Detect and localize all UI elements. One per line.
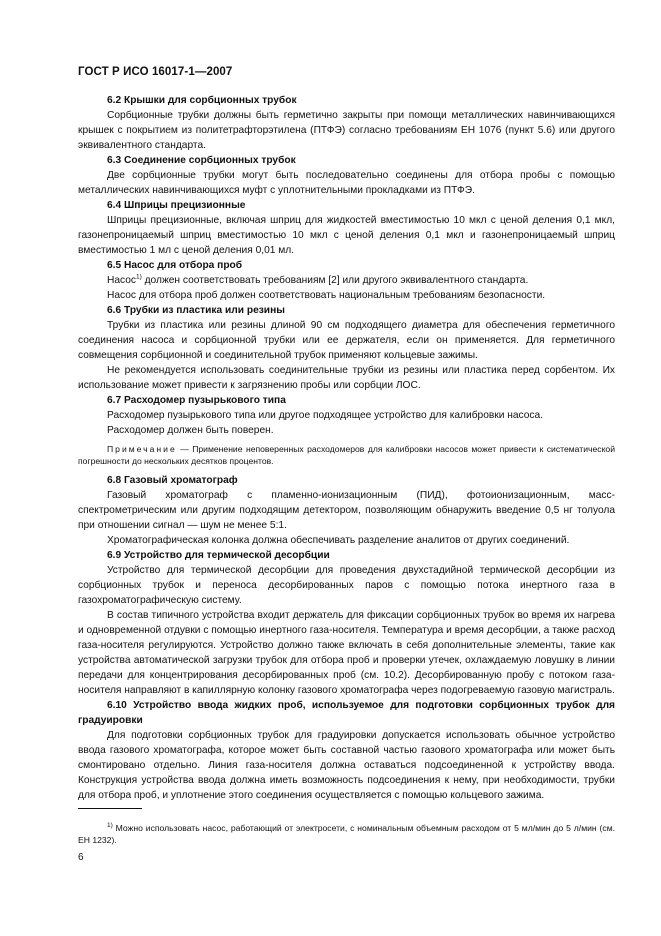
document-header: ГОСТ Р ИСО 16017-1—2007: [78, 66, 233, 78]
section-heading-6-7: 6.7 Расходомер пузырькового типа: [107, 395, 286, 406]
note-label: Примечание: [107, 444, 177, 454]
paragraph: В состав типичного устройства входит держатель для фиксации сорбционных трубок во время их нагрева и одновременной отдувки с помощью инертного газа-носителя. Температура и время десорбции, а также расход газа-носителя регулируются. Устройство должно также включать в себя дополнительные элементы, такие как устройства автоматической загрузки трубок для отбора проб и проверки утечек, охлаждаемую ловушку в линии передачи для концентрирования десорбированных проб (см. 10.2). Десорбированную пробу с потоком газа-носителя направляют в капиллярную колонку газового хроматографа через подогреваемую газовую магистраль.: [78, 610, 615, 696]
paragraph: [78, 273, 615, 288]
note: [78, 443, 615, 467]
paragraph: Насос для отбора проб должен соответствовать национальным требованиям безопасности.: [107, 290, 546, 301]
paragraph: Расходомер пузырькового типа или другое подходящее устройство для калибровки насоса.: [107, 410, 544, 421]
paragraph: Трубки из пластика или резины длиной 90 см подходящего диаметра для обеспечения герметичного соединения насоса и сорбционной трубки или ее держателя, если он применяется. Для герметичного совмещения сорбционной и соединительной трубок применяют кольцевые зажимы.: [78, 320, 615, 361]
pump-word: Насос: [107, 275, 136, 286]
section-heading-6-8: 6.8 Газовый хроматограф: [107, 475, 238, 486]
paragraph: Две сорбционные трубки могут быть последовательно соединены для отбора пробы с помощью металлических навинчивающихся муфт с уплотнительными прокладками из ПТФЭ.: [78, 170, 615, 196]
section-heading-6-6: 6.6 Трубки из пластика или резины: [107, 305, 285, 316]
section-heading-6-10: 6.10 Устройство ввода жидких проб, используемое для подготовки сорбционных трубок для градуировки: [78, 700, 615, 726]
page-number: 6: [78, 852, 84, 863]
footnote-text: Можно использовать насос, работающий от электросети, с номинальным объемным расходом от 5 мл/мин до 5 л/мин (см. ЕН 1232).: [78, 822, 615, 845]
pump-text: должен соответствовать требованиям [2] или другого эквивалентного стандарта.: [141, 275, 529, 286]
page-content: [78, 93, 615, 803]
footnote-divider: [78, 808, 142, 809]
paragraph: Расходомер должен быть поверен.: [107, 425, 274, 436]
section-heading-6-2: 6.2 Крышки для сорбционных трубок: [107, 95, 297, 106]
section-heading-6-5: 6.5 Насос для отбора проб: [107, 260, 243, 271]
note-text: — Применение неповеренных расходомеров для калибровки насосов может привести к систематической погрешности до нескольких десятков процентов.: [78, 444, 615, 466]
paragraph: Газовый хроматограф с пламенно-ионизационным (ПИД), фотоионизационным, масс-спектрометрическим или другим подходящим детектором, позволяющим обнаружить введение 0,5 нг толуола при отношении сигнал — шум не менее 5:1.: [78, 490, 615, 531]
paragraph: Не рекомендуется использовать соединительные трубки из резины или пластика перед сорбентом. Их использование может привести к загрязнению пробы или сорбции ЛОС.: [78, 365, 615, 391]
section-heading-6-4: 6.4 Шприцы прецизионные: [107, 200, 246, 211]
paragraph: Шприцы прецизионные, включая шприц для жидкостей вместимостью 10 мкл с ценой деления 0,1 мкл, газонепроницаемый шприц вместимостью 10 мкл с ценой деления 0,1 мкл и газонепроницаемый шприц вместимостью 1 мл с ценой деления 0,01 мл.: [78, 215, 615, 256]
footnote-reference: 1): [136, 273, 142, 281]
footnote-marker: 1): [107, 821, 113, 829]
paragraph: Хроматографическая колонка должна обеспечивать разделение аналитов от других соединений.: [107, 535, 570, 546]
section-heading-6-3: 6.3 Соединение сорбционных трубок: [107, 155, 296, 166]
paragraph: Для подготовки сорбционных трубок для градуировки допускается использовать обычное устройство ввода газового хроматографа, которое может быть составной частью газового хроматографа или может быть смонтировано отдельно. Линия газа-носителя должна оставаться подсоединенной к устройству ввода. Конструкция устройства ввода должна иметь возможность подсоединения к нему, при необходимости, трубки для отбора проб, и уплотнение этого соединения осуществляется с помощью кольцевого зажима.: [78, 730, 615, 801]
footnote: [78, 822, 615, 846]
section-heading-6-9: 6.9 Устройство для термической десорбции: [107, 550, 330, 561]
paragraph: Устройство для термической десорбции для проведения двухстадийной термической десорбции из сорбционных трубок и переноса десорбированных паров с помощью потока инертного газа в газохроматографическую систему.: [78, 565, 615, 606]
paragraph: Сорбционные трубки должны быть герметично закрыты при помощи металлических навинчивающихся крышек с покрытием из политетрафторэтилена (ПТФЭ) согласно требованиям ЕН 1076 (пункт 5.6) или другого эквивалентного стандарта.: [78, 110, 615, 151]
